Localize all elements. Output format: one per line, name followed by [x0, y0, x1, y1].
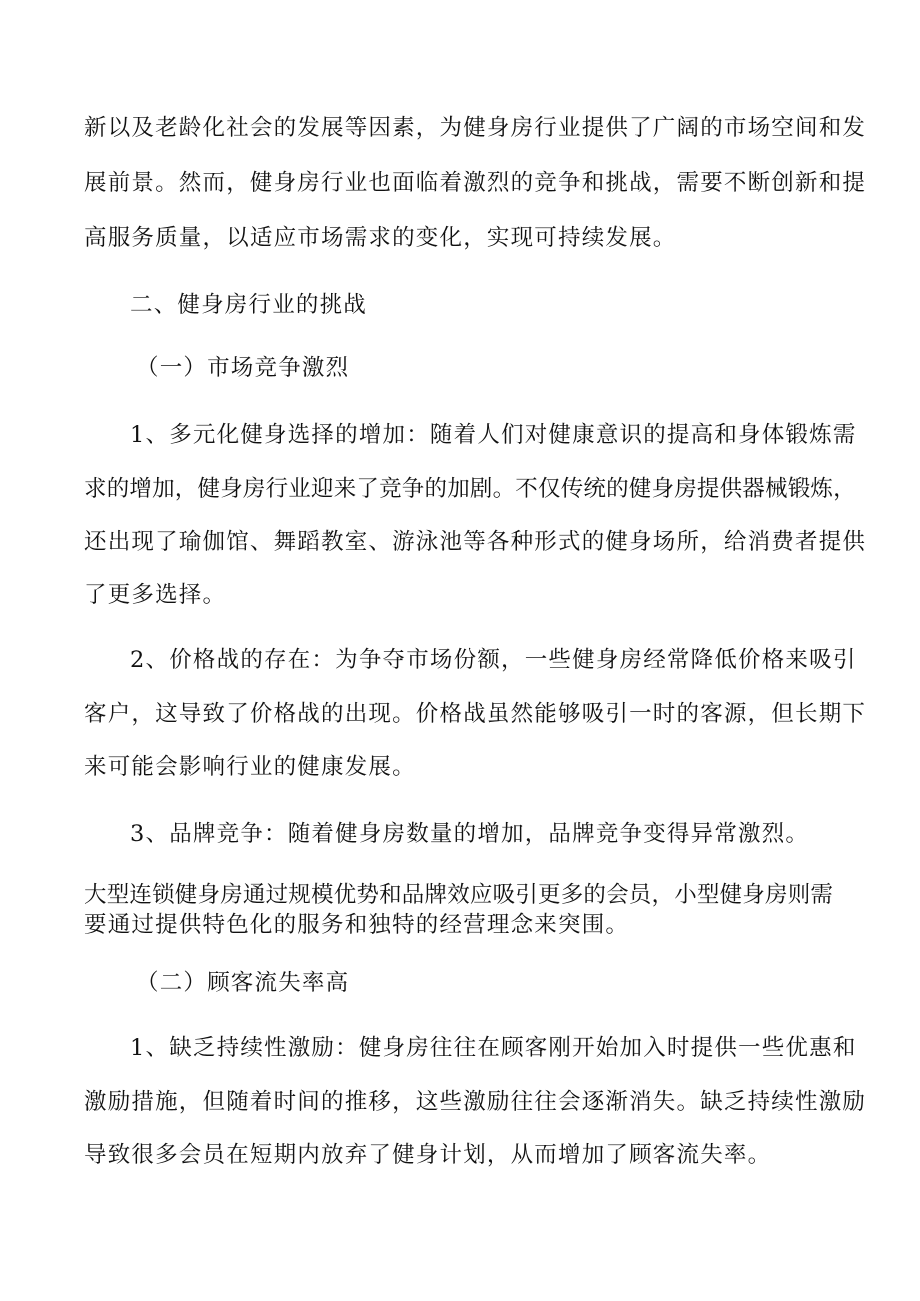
paragraph-line: 1、多元化健身选择的增加：随着人们对健康意识的提高和身体锻炼需 [130, 422, 857, 448]
paragraph-line: 了更多选择。 [84, 582, 227, 608]
subsection-heading-2: （二）顾客流失率高 [136, 970, 350, 996]
section-heading: 二、健身房行业的挑战 [130, 292, 368, 318]
paragraph-line: 激励措施，但随着时间的推移，这些激励往往会逐渐消失。缺乏持续性激励 [84, 1089, 867, 1115]
paragraph-line: 要通过提供特色化的服务和独特的经营理念来突围。 [84, 912, 630, 938]
paragraph-line: 1、缺乏持续性激励：健身房往往在顾客刚开始加入时提供一些优惠和 [130, 1035, 857, 1061]
subsection-heading-1: （一）市场竞争激烈 [136, 355, 350, 381]
intro-line-3: 高服务质量，以适应市场需求的变化，实现可持续发展。 [84, 225, 677, 251]
paragraph-line: 大型连锁健身房通过规模优势和品牌效应吸引更多的会员，小型健身房则需 [84, 882, 834, 908]
intro-line-1: 新以及老龄化社会的发展等因素，为健身房行业提供了广阔的市场空间和发 [84, 115, 867, 141]
paragraph-line: 导致很多会员在短期内放弃了健身计划，从而增加了顾客流失率。 [84, 1142, 772, 1168]
paragraph-line: 客户，这导致了价格战的出现。价格战虽然能够吸引一时的客源，但长期下 [84, 701, 867, 727]
paragraph-line: 求的增加，健身房行业迎来了竞争的加剧。不仅传统的健身房提供器械锻炼， [84, 476, 856, 502]
paragraph-line: 还出现了瑜伽馆、舞蹈教室、游泳池等各种形式的健身场所，给消费者提供 [84, 529, 867, 555]
paragraph-line: 来可能会影响行业的健康发展。 [84, 754, 416, 780]
intro-line-2: 展前景。然而，健身房行业也面临着激烈的竞争和挑战，需要不断创新和提 [84, 170, 867, 196]
paragraph-line: 3、品牌竞争：随着健身房数量的增加，品牌竞争变得异常激烈。 [130, 821, 810, 847]
paragraph-line: 2、价格战的存在：为争夺市场份额，一些健身房经常降低价格来吸引 [130, 647, 857, 673]
